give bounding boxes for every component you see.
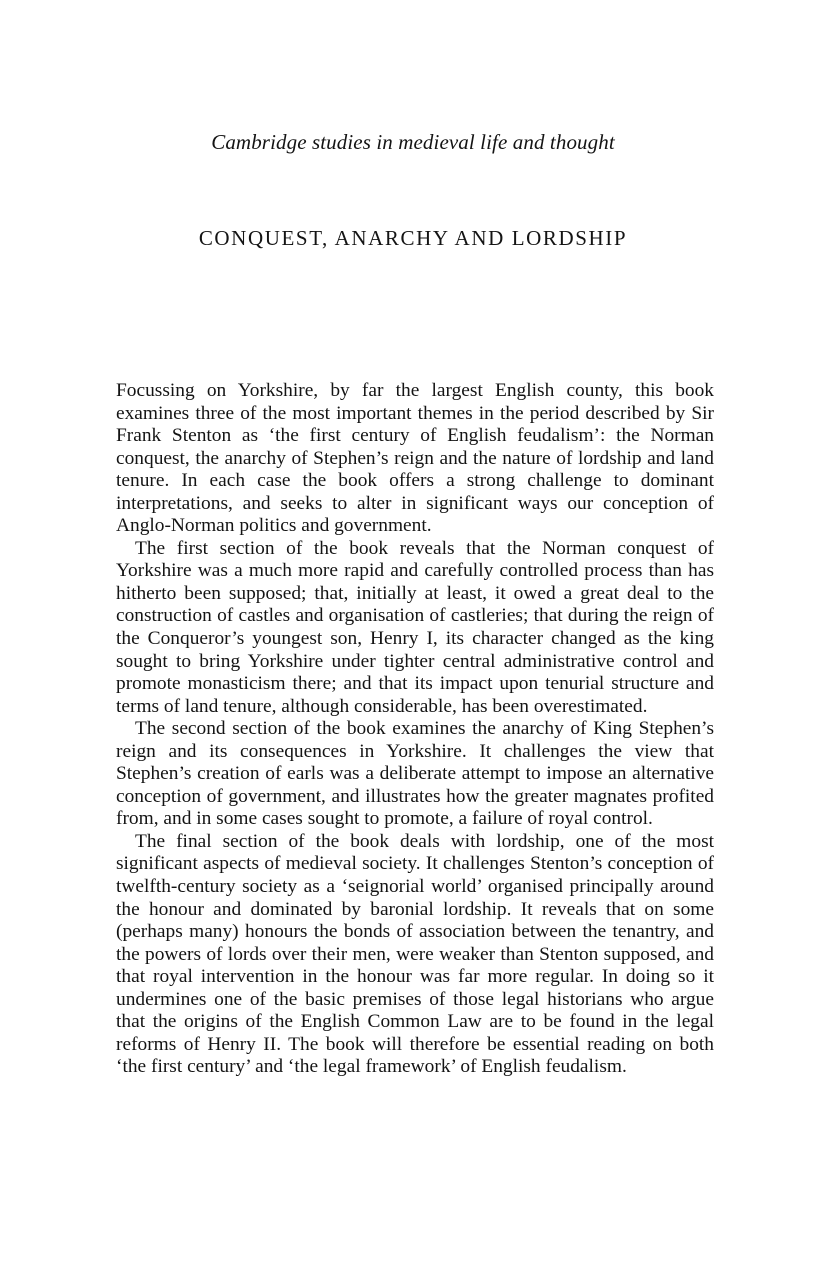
book-description [116,380,714,1079]
description-paragraph-2: The first section of the book reveals that the Norman conquest of Yorkshire was a much more rapid and carefully controlled process than has hitherto been supposed; that, initially at least, it owed a great deal to the construction of castles and organisation of castleries; that during the reign of the Conqueror’s youngest son, Henry I, its character changed as the king sought to bring Yorkshire under tighter central administrative control and promote monasticism there; and that its impact upon tenurial structure and terms of land tenure, although considerable, has been overestimated. [116,537,714,717]
series-title: Cambridge studies in medieval life and thought [211,130,615,154]
description-paragraph-4: The final section of the book deals with lordship, one of the most significant aspects of medieval society. It challenges Stenton’s conception of twelfth-century society as a ‘seignorial world’ organised principally around the honour and dominated by baronial lordship. It reveals that on some (perhaps many) honours the bonds of association between the tenantry, and the powers of lords over their men, were weaker than Stenton supposed, and that royal intervention in the honour was far more regular. In doing so it undermines one of the basic premises of those legal historians who argue that the origins of the English Common Law are to be found in the legal reforms of Henry II. The book will therefore be essential reading on both ‘the first century’ and ‘the legal framework’ of English feudalism. [116,830,714,1078]
book-title: CONQUEST, ANARCHY AND LORDSHIP [198,226,628,250]
description-paragraph-3: The second section of the book examines the anarchy of King Stephen’s reign and its consequences in Yorkshire. It challenges the view that Stephen’s creation of earls was a deliberate attempt to impose an alternative conception of government, and illustrates how the greater magnates profited from, and in some cases sought to promote, a failure of royal control. [116,718,714,830]
description-paragraph-1: Focussing on Yorkshire, by far the largest English county, this book examines three of the most important themes in the period described by Sir Frank Stenton as ‘the first century of English feudalism’: the Norman conquest, the anarchy of Stephen’s reign and the nature of lordship and land tenure. In each case the book offers a strong challenge to dominant interpretations, and seeks to alter in significant ways our conception of Anglo-Norman politics and government. [116,380,714,537]
